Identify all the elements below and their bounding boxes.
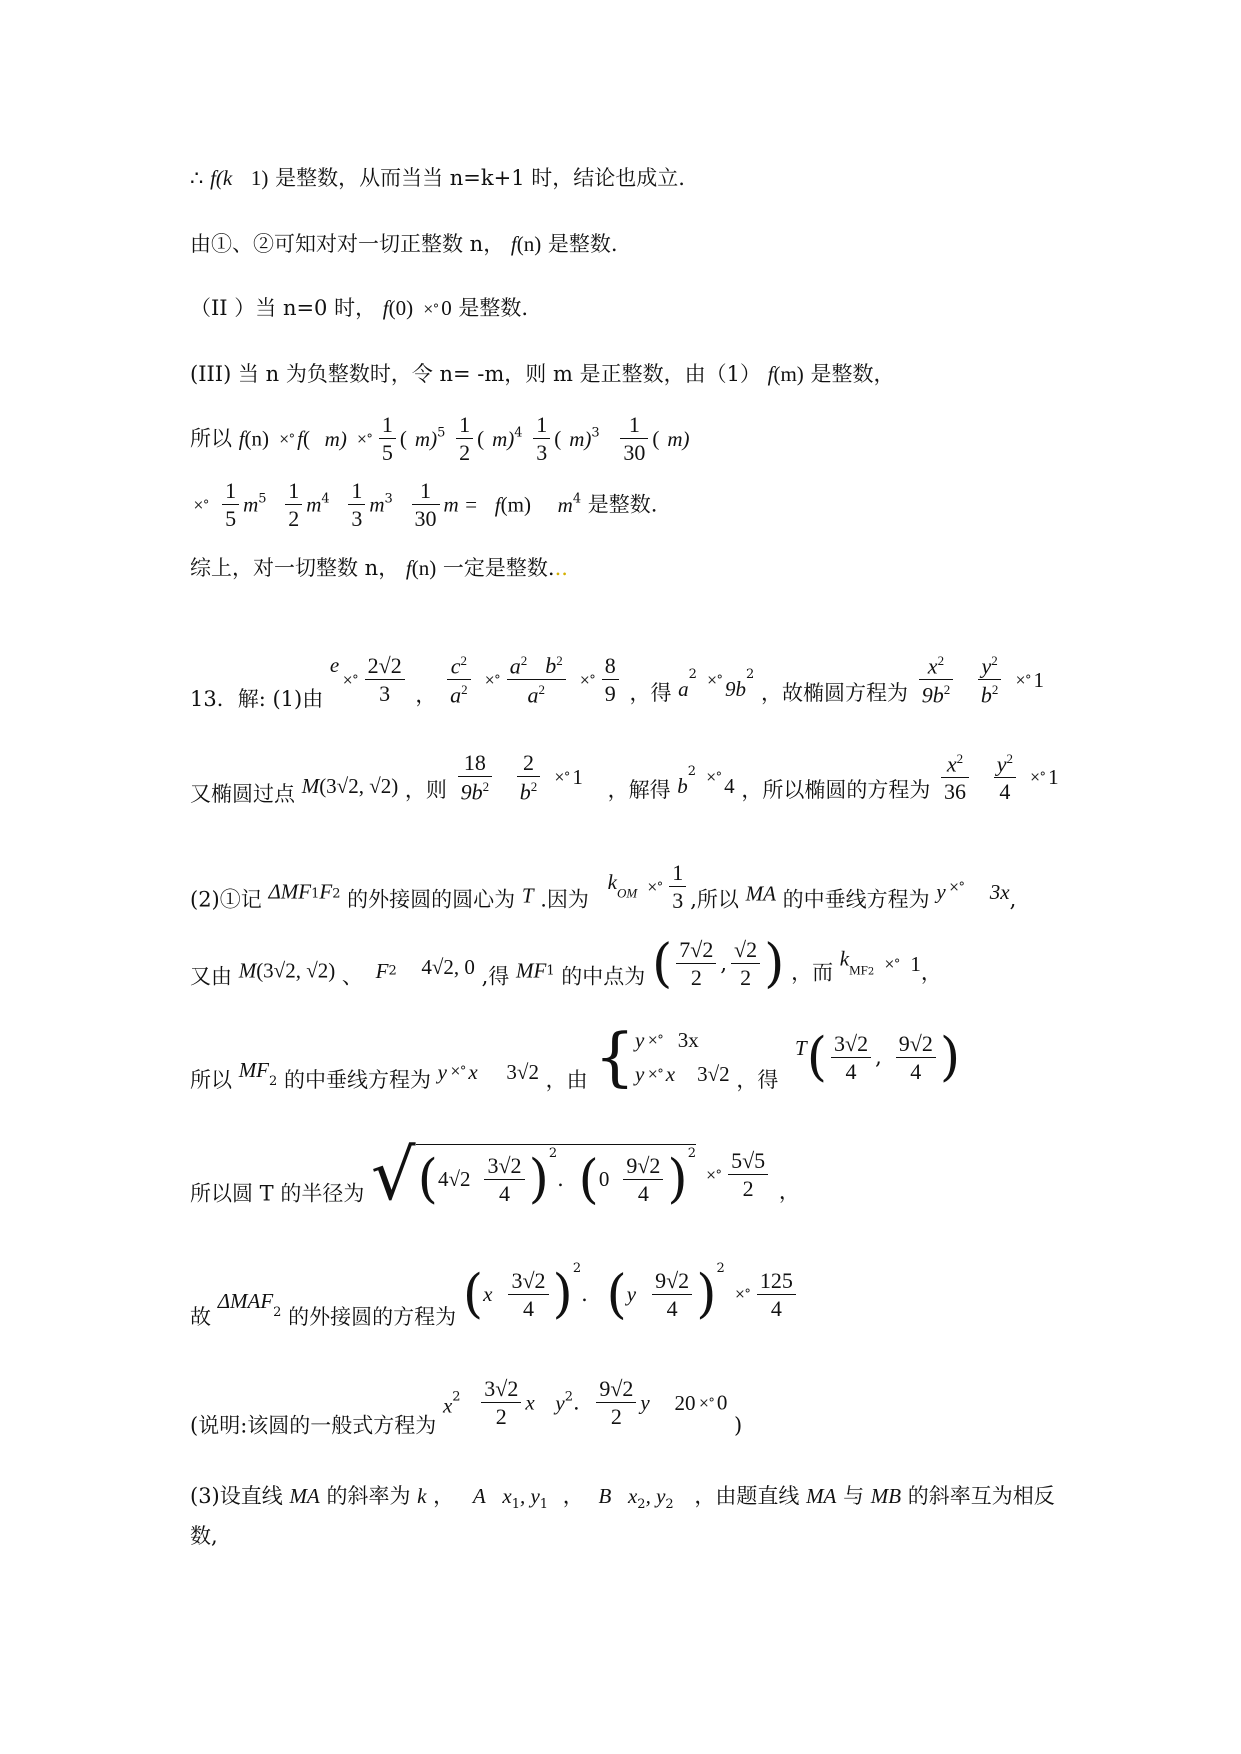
formula-line-12: 所以 $MF_2$ 的中垂线方程为 y $_{\times^\circ}$ x 3√2 ，由 {y ×° 3x y ×° x 3√2 ，得 T( $\frac{3√2}{4}$ , $\frac{9√2}{4}$ ) [190, 1020, 961, 1095]
text-line-17: 数, [190, 1524, 218, 1548]
formula-line-5: 所以 f(n) ×° f( m) ×° $\frac{1}{5}$ ( m)$^5$ $\frac{1}{2}$ ( m)$^4$ $\frac{1}{3}$ ( m)$^3$ $\frac{1}{30}$ ( m) [190, 412, 690, 465]
formula-line-8: 13．解: (1)由 e×° $\frac{2√2}{3}$ ， $\frac{c^2}{a^2}$ ×° $\frac{a^2 b^2}{a^2}$ ×° $\frac{8}{9}$ ，得 $a^2$ ×° $9b^2$ ，故椭圆方程为 $\frac{x^2}{9b^2}$ $\frac{y^2}{b^2}$ ×° 1 [190, 652, 1044, 711]
formula-line-11: 又由 M(3√2, √2) 、 $F_2$ 4√2, 0 ,得 $MF_1$ 的中点为 ( $\frac{7√2}{2}$ , $\frac{√2}{2}$ ) ，而 $k_{MF2}$ ×° 1， [190, 934, 942, 994]
formula-line-14: 故 $\Delta MAF_2$ 的外接圆的方程为 (x $\frac{3√2}{4}$ )$^2$. (y $\frac{9√2}{4}$ )$^2$ ×° $\frac{125}{4}$ [190, 1262, 800, 1328]
text-line-1: ∴ f(k 1) 是整数，从而当当 n=k+1 时，结论也成立. [190, 166, 685, 190]
text-line-2: 由①、②可知对对一切正整数 n， f(n) 是整数. [190, 232, 618, 256]
formula-line-9: 又椭圆过点 M(3√2, √2) ，则 $\frac{18}{9b^2}$ $\frac{2}{b^2}$ ×° 1 ，解得 $b^2$ ×° 4 ，所以椭圆的方程为 $\frac{x^2}{36}$ $\frac{y^2}{4}$ ×° 1 [190, 750, 1059, 807]
formula-line-6: ×° $\frac{1}{5}$ $m^5$ $\frac{1}{2}$ $m^4$ $\frac{1}{3}$ $m^3$ $\frac{1}{30}$ m = f(m) $m^4$ 是整数. [193, 478, 658, 531]
therefore-symbol: ∴ [190, 166, 204, 190]
formula-line-15: (说明:该圆的一般式方程为 $x^2$ $\frac{3√2}{2}$ x $y^2$. $\frac{9√2}{2}$ y 20 ×° 0 ) [190, 1376, 743, 1438]
text-line-4: (III) 当 n 为负整数时，令 n= -m，则 m 是正整数，由（1） f(m) 是整数， [190, 362, 895, 386]
text-line-3: （II ）当 n=0 时， f(0) ×° 0 是整数. [190, 296, 529, 320]
system-brace: { [594, 1020, 636, 1095]
formula-line-13: 所以圆 T 的半径为 √(4√2 $\frac{3√2}{4}$ )$^2$. (0 $\frac{9√2}{4}$ )$^2$ ×° $\frac{5√5}{2}$ ， [190, 1134, 800, 1216]
formula-line-10: (2)①记 $\Delta MF_1F_2$ 的外接圆的圆心为 T .因为 $k_{OM}$ ×° $\frac{1}{3}$ ,所以 MA 的中垂线方程为 y ×° 3x, [190, 860, 1017, 913]
text-line-7: 综上，对一切整数 n， f(n) 一定是整数... [190, 556, 568, 580]
formula-line-16: (3)设直线 MA 的斜率为 k ， A $x_1$, $y_1$ ， B $x_2$, $y_2$ ，由题直线 MA 与 MB 的斜率互为相反 [190, 1484, 1055, 1513]
